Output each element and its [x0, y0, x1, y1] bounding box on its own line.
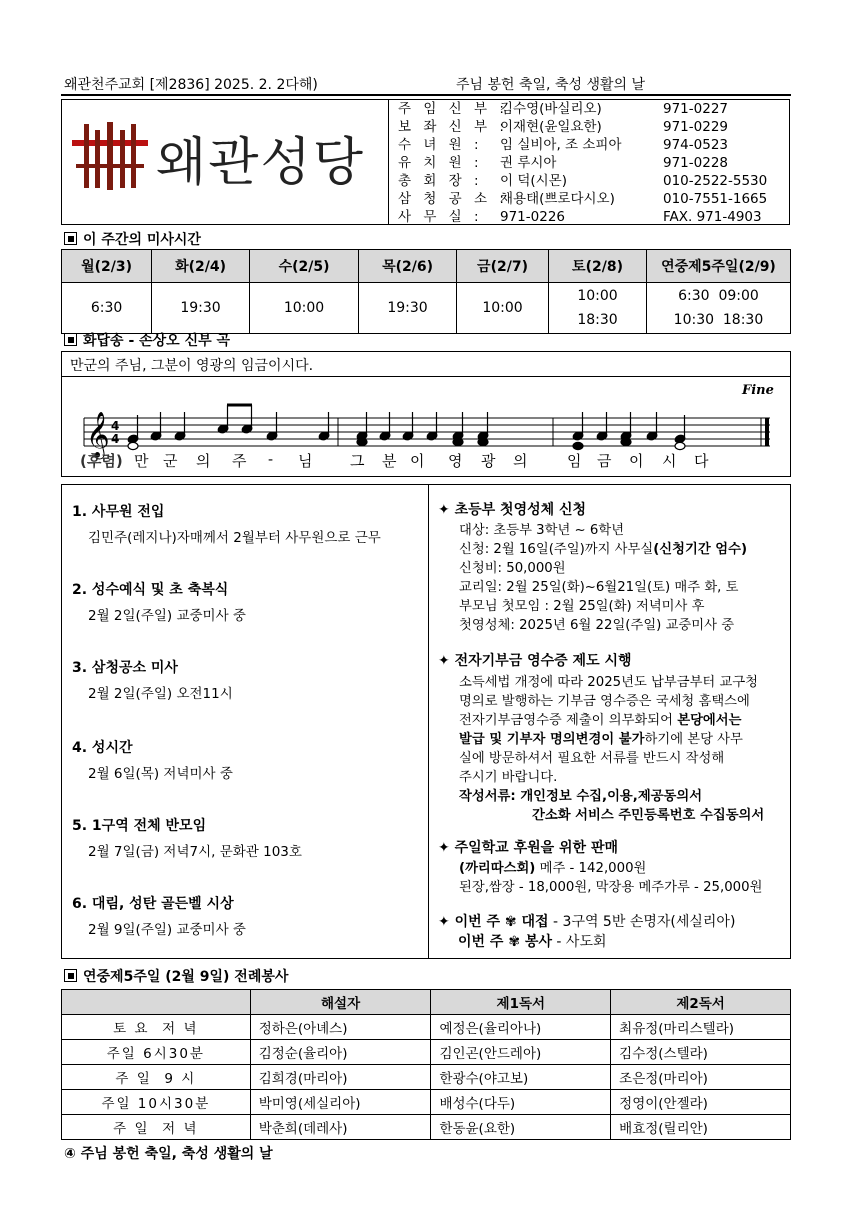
mass-time: 6:30 09:00: [678, 288, 759, 304]
staff-role: 총 회 장 :: [398, 173, 483, 189]
staff-phone: 971-0228: [663, 155, 728, 171]
minister-name: 김정순(율리아): [250, 1040, 431, 1065]
mass-day-header: 월(2/3): [62, 250, 152, 283]
minister-name: 한동윤(요한): [431, 1115, 611, 1140]
svg-text:4: 4: [111, 419, 120, 433]
first-communion-line: 신청: 2월 16일(주일)까지 사무실(신청기간 엄수): [459, 542, 748, 557]
mass-day-header: 금(2/7): [456, 250, 548, 283]
minister-name: 박미영(세실리아): [250, 1090, 431, 1115]
first-communion-title: ✦ 초등부 첫영성체 신청: [438, 502, 587, 518]
minister-name: 배성수(다두): [431, 1090, 611, 1115]
notices-divider: [428, 485, 429, 958]
notice-body: 2월 7일(금) 저녁7시, 문화관 103호: [88, 844, 302, 860]
staff-role: 보 좌 신 부 :: [398, 119, 508, 135]
psalm-rule: [62, 376, 790, 377]
treble-clef-icon: 𝄞: [86, 412, 110, 458]
mass-time: 19:30: [180, 300, 221, 316]
table-row: [62, 1115, 791, 1140]
minister-name: 김수정(스텔라): [611, 1040, 791, 1065]
liturgy-header: 해설자: [250, 990, 431, 1015]
liturgy-header: [62, 990, 251, 1015]
notice-title: 4. 성시간: [72, 740, 133, 756]
fine-mark: Fine: [742, 383, 774, 398]
notice-title: 5. 1구역 전체 반모임: [72, 818, 207, 834]
parish-info-box: [61, 99, 790, 225]
liturgy-header: 제2독서: [611, 990, 791, 1015]
square-bullet-icon: [64, 333, 77, 346]
liturgy-table: [61, 989, 791, 1140]
mass-time: 6:30: [90, 300, 123, 316]
notice-body: 김민주(레지나)자매께서 2월부터 사무원으로 근무: [88, 530, 381, 546]
minister-name: 조은정(마리아): [611, 1065, 791, 1090]
mass-day-header: 목(2/6): [359, 250, 457, 283]
mass-time: 18:30: [577, 312, 618, 328]
notices-box: [61, 484, 791, 959]
lyric-syllable: 이: [629, 452, 644, 470]
minister-name: 예정은(율리아나): [431, 1015, 611, 1040]
notice-body: 2월 2일(주일) 교중미사 중: [88, 608, 246, 624]
donation-receipt-line: 실에 방문하셔서 필요한 서류를 반드시 작성해: [459, 751, 725, 766]
donation-receipt-title: ✦ 전자기부금 영수증 제도 시행: [438, 653, 632, 669]
staff-phone: 971-0229: [663, 119, 728, 135]
notice-body: 2월 9일(주일) 교중미사 중: [88, 922, 246, 938]
sunday-school-sale-title: ✦ 주일학교 후원을 위한 판매: [438, 840, 618, 856]
table-row: [62, 1090, 791, 1115]
parish-logo-icon: [72, 122, 148, 192]
lyric-syllable: 분: [382, 452, 397, 470]
lyric-syllable: 광: [481, 452, 496, 470]
notice-title: 6. 대림, 성탄 골든벨 시상: [72, 896, 234, 912]
staff-name: 임 실비아, 조 소피아: [500, 137, 622, 153]
lyric-syllable: 그: [350, 452, 365, 470]
staff-name: 이재현(윤일요한): [500, 119, 602, 135]
minister-name: 김인곤(안드레아): [431, 1040, 611, 1065]
mass-time: 10:00: [283, 300, 325, 316]
lyric-syllable: 영: [448, 452, 463, 470]
lyric-syllable: 의: [513, 452, 528, 470]
square-bullet-icon: [64, 232, 77, 245]
staff-phone: 010-2522-5530: [663, 173, 768, 189]
table-row: [62, 1015, 791, 1040]
mass-time-cell: [456, 283, 548, 334]
mass-time: 10:30 18:30: [673, 312, 764, 328]
lyric-syllable: 님: [298, 452, 313, 470]
sale-line: (까리따스회) 메주 - 142,000원: [459, 861, 647, 876]
minister-name: 김희경(마리아): [250, 1065, 431, 1090]
note-head: [357, 438, 367, 445]
feast-title: 주님 봉헌 축일, 축성 생활의 날: [456, 77, 645, 93]
psalm-box: [61, 351, 791, 477]
staff-name: 권 루시아: [500, 155, 557, 171]
note-head: [453, 438, 463, 445]
service-line: 이번 주 ✾ 봉사 - 사도회: [458, 934, 607, 950]
donation-receipt-line: 명의로 발행하는 기부금 영수증은 국세청 홈택스에: [459, 694, 750, 709]
liturgy-section-title: 연중제5주일 (2월 9일) 전례봉사: [64, 966, 288, 986]
staff-name: 971-0226: [500, 209, 565, 225]
mass-time-cell: [359, 283, 457, 334]
minister-name: 배효정(릴리안): [611, 1115, 791, 1140]
mass-time-table: [61, 249, 791, 334]
note-head: [573, 442, 583, 449]
staff-name: 이 덕(시몬): [500, 173, 567, 189]
staff-phone: 974-0523: [663, 137, 728, 153]
mass-time: 19:30: [387, 300, 428, 316]
minister-name: 정영이(안젤라): [611, 1090, 791, 1115]
lyric-syllable: 금: [597, 452, 612, 470]
mass-time-cell: [152, 283, 250, 334]
lyric-syllable: 군: [163, 452, 178, 470]
first-communion-line: 첫영성체: 2025년 6월 22일(주일) 교중미사 중: [459, 618, 735, 633]
lyric-syllable: 다: [694, 452, 709, 470]
note-head: [621, 438, 631, 445]
liturgy-header: 제1독서: [431, 990, 611, 1015]
minister-name: 정하은(아녜스): [250, 1015, 431, 1040]
bulletin-issue: 왜관천주교회 [제2836] 2025. 2. 2다해): [64, 77, 318, 93]
mass-slot: 주일 10시30분: [62, 1090, 251, 1115]
sale-line: 된장,쌈장 - 18,000원, 막장용 메주가루 - 25,000원: [459, 880, 763, 895]
lyric-syllable: 임: [567, 452, 582, 470]
notice-body: 2월 6일(목) 저녁미사 중: [88, 766, 233, 782]
mass-time-cell: [249, 283, 358, 334]
first-communion-line: 교리일: 2월 25일(화)~6월21일(토) 매주 화, 토: [459, 580, 739, 595]
mass-day-header: 연중제5주일(2/9): [646, 250, 790, 283]
mass-time-cell: [549, 283, 647, 334]
hospitality-line: ✦ 이번 주 ✾ 대접 - 3구역 5반 손명자(세실리아): [438, 914, 736, 930]
mass-slot: 주일 6시30분: [62, 1040, 251, 1065]
note-head: [675, 442, 685, 449]
mass-section-title: 이 주간의 미사시간: [64, 229, 201, 249]
logo-cell: [62, 100, 389, 224]
staff-phone: 971-0227: [663, 101, 728, 117]
parish-logo-text: 왜관성당: [156, 133, 365, 193]
staff-role: 주 임 신 부 :: [398, 101, 508, 117]
first-communion-line: 부모님 첫모임 : 2월 25일(화) 저녁미사 후: [459, 599, 705, 614]
staff-name: 김수영(바실리오): [500, 101, 602, 117]
lyric-syllable: -: [268, 450, 274, 468]
lyric-syllable: 시: [662, 452, 677, 470]
notice-title: 2. 성수예식 및 초 축복식: [72, 582, 229, 598]
minister-name: 박춘희(데레사): [250, 1115, 431, 1140]
mass-time-cell: [62, 283, 152, 334]
mass-day-header: 화(2/4): [152, 250, 250, 283]
minister-name: 최유정(마리스텔라): [611, 1015, 791, 1040]
square-bullet-icon: [64, 969, 77, 982]
header-rule: [61, 94, 791, 96]
staff-role: 사 무 실 :: [398, 209, 483, 225]
table-row: [62, 1065, 791, 1090]
psalm-refrain-text: 만군의 주님, 그분이 영광의 임금이시다.: [70, 358, 314, 374]
svg-text:4: 4: [111, 432, 120, 446]
mass-time: 10:00: [482, 300, 523, 316]
mass-slot: 주 일 9 시: [62, 1065, 251, 1090]
donation-receipt-line: 발급 및 기부자 명의변경이 불가하기에 본당 사무: [459, 732, 743, 747]
staff-role: 삼 청 공 소 :: [398, 191, 508, 207]
staff-phone: 010-7551-1665: [663, 191, 768, 207]
lyric-syllable: 주: [232, 452, 247, 470]
note-head: [478, 438, 488, 445]
refrain-label: (후렴): [80, 452, 123, 470]
notice-title: 1. 사무원 전입: [72, 504, 165, 520]
lyric-syllable: 의: [196, 452, 211, 470]
staff-phone: FAX. 971-4903: [663, 209, 762, 225]
mass-day-header: 토(2/8): [549, 250, 647, 283]
lyric-syllable: 이: [410, 452, 425, 470]
mass-slot: 토 요 저 녁: [62, 1015, 251, 1040]
donation-receipt-line: 소득세법 개정에 따라 2025년도 납부금부터 교구청: [459, 675, 759, 690]
mass-time-cell: [646, 283, 790, 334]
staff-name: 채용태(쁘로다시오): [500, 191, 615, 207]
staff-role: 수 녀 원 :: [398, 137, 483, 153]
page-footer: ④ 주님 봉헌 축일, 축성 생활의 날: [64, 1146, 273, 1162]
first-communion-line: 신청비: 50,000원: [459, 561, 566, 576]
note-head: [128, 442, 138, 449]
mass-slot: 주 일 저 녁: [62, 1115, 251, 1140]
notice-body: 2월 2일(주일) 오전11시: [88, 686, 233, 702]
mass-time: 10:00: [577, 288, 618, 304]
donation-receipt-line: 주시기 바랍니다.: [459, 770, 558, 785]
donation-receipt-line: 전자기부금영수증 제출이 의무화되어 본당에서는: [459, 713, 742, 728]
staff-role: 유 치 원 :: [398, 155, 483, 171]
first-communion-line: 대상: 초등부 3학년 ~ 6학년: [459, 523, 625, 538]
notice-title: 3. 삼청공소 미사: [72, 660, 178, 676]
psalm-section-title: 화답송 - 손상오 신부 곡: [64, 330, 230, 350]
table-row: [62, 1040, 791, 1065]
minister-name: 한광수(야고보): [431, 1065, 611, 1090]
required-docs-line: 간소화 서비스 주민등록번호 수집동의서: [532, 808, 765, 823]
mass-day-header: 수(2/5): [249, 250, 358, 283]
required-docs-line: 작성서류: 개인정보 수집,이용,제공동의서: [459, 789, 703, 804]
lyric-syllable: 만: [134, 452, 149, 470]
